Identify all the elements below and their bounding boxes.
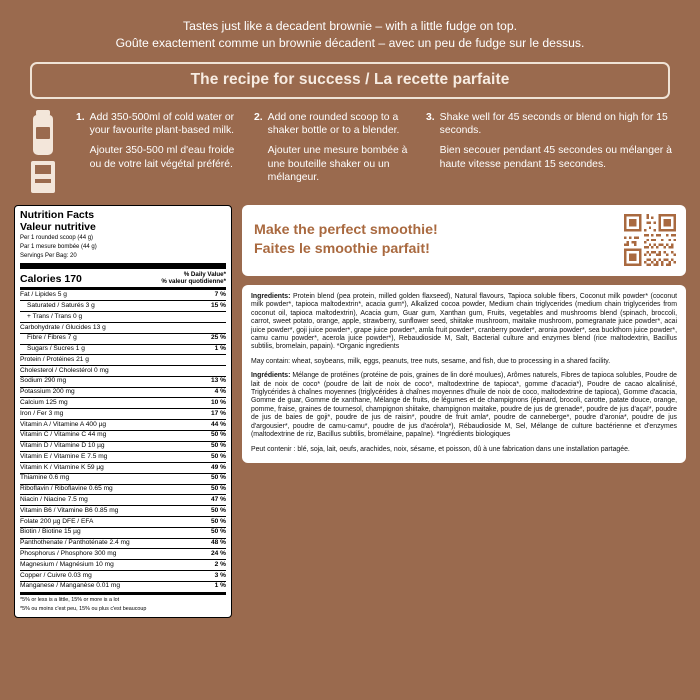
- nutrient-row: [20, 538, 226, 549]
- step-3: [426, 111, 682, 193]
- nutrient-row: [20, 300, 226, 311]
- step-1-number: 1.: [76, 112, 85, 123]
- tagline-fr: Goûte exactement comme un brownie décadent – avec un peu de fudge sur le dessus.: [115, 36, 585, 50]
- nutrient-row: [20, 419, 226, 430]
- nutrient-row: [20, 311, 226, 322]
- nutrient-daily-value: 47 %: [210, 496, 226, 504]
- divider-thick: [20, 263, 226, 269]
- nutrient-daily-value: 2 %: [214, 560, 226, 568]
- qr-code-icon[interactable]: [624, 214, 676, 266]
- ingredients-body-fr: Mélange de protéines (protéine de pois, graines de lin doré moulues), Arômes naturels, Fibres de tapioca solubles, Poudre de lait de noix de coco* (poudre de lait de noix de coco*, maltodextrine de tapioca*, gomme d'acacia*), Poudre de cacao alcalinisé, Triglycérides à chaînes moyennes (triglycérides à chaînes moyennes d'huile de noix de coco, maltodextrine de tapioca), Gomme d'acacia, Gomme de guar, Gomme de xanthane, Mélange de fruits, de légumes et de champignons (épinard, brocoli, carotte, patate douce, orange, pomme, fraise, graines de tournesol, champignon shiitake, champignon maitake, poudre de jus de grenade*, poudre de jus d'açaï*, poudre de jus de baies de goji*, poudre de jus de raisin*, poudre de fruit amla*, poudre de canneberge*, poudre d'aronia*, poudre de jus d'argousier*, poudre de camu-camu*, poudre de jus d'acérola*), Rébaudioside M, Sel, Mélange de culture bactérienne et d'enzymes (maltodextrine de riz, Bacillus subtilis, bromélaine, papaïne). *Ingrédients biologiques: [251, 372, 677, 439]
- tagline: [14, 18, 686, 52]
- nutrient-label: Biotin / Biotine 15 µg: [20, 528, 81, 536]
- step-1-text-fr: Ajouter 350-500 ml d'eau froide ou de votre lait végétal préféré.: [89, 145, 235, 170]
- nutrition-facts-panel: [14, 205, 232, 618]
- nutrient-label: Cholesterol / Cholestérol 0 mg: [20, 366, 109, 374]
- divider-medium-bottom: [20, 592, 226, 595]
- nutrient-label: Protein / Protéines 21 g: [20, 355, 89, 363]
- nutrient-row: [20, 505, 226, 516]
- ingredients-heading-en: Ingredients:: [251, 293, 291, 300]
- nutrition-footnote-en: *5% or less is a little, 15% or more is a lot: [20, 597, 120, 604]
- nutrient-row: [20, 473, 226, 484]
- nutrient-label: Potassium 200 mg: [20, 388, 75, 396]
- nutrient-daily-value: 49 %: [210, 463, 226, 471]
- nutrient-row: [20, 581, 226, 592]
- nutrient-label: Calcium 125 mg: [20, 399, 68, 407]
- nutrient-row: [20, 451, 226, 462]
- nutrient-label: Vitamin D / Vitamine D 10 µg: [20, 442, 105, 450]
- nutrient-daily-value: 44 %: [210, 420, 226, 428]
- nutrient-label: Fibre / Fibres 7 g: [27, 334, 77, 342]
- servings-per-bag: Servings Per Bag: 20: [20, 253, 77, 260]
- nutrient-row: [20, 397, 226, 408]
- nutrient-label: Vitamin C / Vitamine C 44 mg: [20, 431, 107, 439]
- nutrient-row: [20, 408, 226, 419]
- right-column: [242, 205, 686, 463]
- nutrient-label: Vitamin E / Vitamine E 7.5 mg: [20, 452, 108, 460]
- nutrient-row: [20, 344, 226, 355]
- nutrition-footnote-fr: *5% ou moins c'est peu, 15% ou plus c'est beaucoup: [20, 606, 147, 613]
- calories-row: [20, 270, 226, 286]
- nutrient-label: Riboflavin / Riboflavine 0.65 mg: [20, 485, 113, 493]
- nutrient-label: Carbohydrate / Glucides 13 g: [20, 323, 106, 331]
- nutrient-daily-value: 50 %: [210, 442, 226, 450]
- nutrient-label: Saturated / Saturés 3 g: [27, 301, 95, 309]
- nutrient-row: [20, 354, 226, 365]
- step-3-text-en: Shake well for 45 seconds or blend on high for 15 seconds.: [439, 112, 668, 137]
- nutrient-row: [20, 387, 226, 398]
- nutrient-row: [20, 430, 226, 441]
- ingredients-en: [251, 293, 677, 352]
- ingredients-fr: [251, 372, 677, 439]
- nutrient-label: Thiamine 0.6 mg: [20, 474, 70, 482]
- nutrient-label: Niacin / Niacine 7.5 mg: [20, 496, 88, 504]
- step-2-text-fr: Ajouter une mesure bombée à une bouteille shaker ou un mélangeur.: [267, 145, 408, 183]
- nutrient-row: [20, 462, 226, 473]
- lower-section: [14, 205, 686, 618]
- steps-section: [20, 111, 682, 193]
- ingredients-panel: [242, 285, 686, 463]
- step-2-number: 2.: [254, 112, 263, 123]
- nutrient-daily-value: 13 %: [210, 377, 226, 385]
- nutrient-row: [20, 559, 226, 570]
- nutrient-daily-value: 50 %: [210, 485, 226, 493]
- nutrient-daily-value: 7 %: [214, 291, 226, 299]
- nutrient-daily-value: 50 %: [210, 528, 226, 536]
- recipe-banner-title: The recipe for success / La recette parfaite: [190, 71, 510, 88]
- divider-medium: [20, 287, 226, 290]
- nutrient-row: [20, 527, 226, 538]
- nutrient-label: Vitamin K / Vitamine K 59 µg: [20, 463, 104, 471]
- nutrient-daily-value: 50 %: [210, 452, 226, 460]
- ingredients-body-en: Protein blend (pea protein, milled golden flaxseed), Natural flavours, Tapioca soluble fibers, Coconut milk powder* (coconut milk powder*, tapioca maltodextrin*, acacia gum*), Alkalized cocoa powder, Medium chain triglycerides (medium chain triglycerides from coconut oil, tapioca maltodextrin), Acacia gum, Guar gum, Xanthan gum, Fruits, vegetables and mushrooms blend (spinach, broccoli, carrot, sweet potato, orange, apple, strawberry, sunflower seed, shiitake mushroom, maitake mushroom, pomegranate juice powder*, acai juice powder*, goji juice powder*, grape juice powder*, amla fruit powder*, cranberry powder*, aronia powder*, sea buckthorn juice powder*, camu camu powder*, acerola juice powder*), Rebaudioside M, Salt, Bacterial culture and enzymes blend (rice maltodextrin, Bacillus subtilis, bromelain, papain). *Organic ingredients: [251, 293, 677, 351]
- calories-value: Calories 170: [20, 272, 82, 285]
- nutrient-daily-value: 4 %: [214, 388, 226, 396]
- nutrient-label: Folate 200 µg DFE / EFA: [20, 517, 94, 525]
- shaker-bottle-icon: [33, 115, 53, 155]
- nutrient-row: [20, 570, 226, 581]
- nutrient-daily-value: 10 %: [210, 399, 226, 407]
- nutrient-daily-value: 1 %: [214, 582, 226, 590]
- nutrition-title-en: Nutrition Facts: [20, 209, 95, 221]
- step-illustration: [20, 111, 66, 193]
- nutrient-daily-value: 50 %: [210, 474, 226, 482]
- nutrient-label: Panthothenate / Panthoténate 2.4 mg: [20, 539, 130, 547]
- nutrient-daily-value: 15 %: [210, 301, 226, 309]
- nutrient-daily-value: 25 %: [210, 334, 226, 342]
- nutrient-row: [20, 333, 226, 344]
- may-contain-en: May contain: wheat, soybeans, milk, eggs, peanuts, tree nuts, sesame, and fish, due to processing in a shared facility.: [251, 357, 611, 365]
- smoothie-text-en: Make the perfect smoothie!: [254, 222, 438, 238]
- nutrient-row: [20, 376, 226, 387]
- tagline-en: Tastes just like a decadent brownie – with a little fudge on top.: [182, 19, 517, 33]
- serving-size-fr: Par 1 mesure bombée (44 g): [20, 244, 97, 251]
- serving-size-en: Per 1 rounded scoop (44 g): [20, 235, 94, 241]
- recipe-banner: [30, 62, 670, 99]
- nutrient-label: Sodium 290 mg: [20, 377, 67, 385]
- nutrient-row: [20, 484, 226, 495]
- pouch-bag-icon: [31, 161, 55, 193]
- nutrient-row: [20, 291, 226, 301]
- nutrient-daily-value: 1 %: [214, 345, 226, 353]
- step-2-text-en: Add one rounded scoop to a shaker bottle or to a blender.: [267, 112, 400, 137]
- nutrient-row: [20, 548, 226, 559]
- nutrient-label: Iron / Fer 3 mg: [20, 409, 64, 417]
- ingredients-heading-fr: Ingrédients:: [251, 372, 291, 380]
- step-3-number: 3.: [426, 112, 435, 123]
- nutrient-label: Manganese / Manganèse 0.01 mg: [20, 582, 121, 590]
- step-1: [76, 111, 244, 193]
- nutrient-label: Phosphorus / Phosphore 300 mg: [20, 549, 117, 557]
- nutrient-daily-value: 48 %: [210, 539, 226, 547]
- nutrient-row: [20, 516, 226, 527]
- nutrient-daily-value: 3 %: [214, 571, 226, 579]
- nutrient-daily-value: 50 %: [210, 506, 226, 514]
- may-contain-fr: Peut contenir : blé, soja, lait, oeufs, arachides, noix, sésame, et poisson, dû à une fabrication dans une installation partagée.: [251, 445, 630, 453]
- daily-value-fr: % valeur quotidienne*: [161, 277, 226, 285]
- nutrient-label: Sugars / Sucres 1 g: [27, 345, 85, 353]
- nutrient-rows: [20, 291, 226, 592]
- step-2: [254, 111, 416, 193]
- nutrient-label: Copper / Cuivre 0.03 mg: [20, 571, 92, 579]
- nutrient-row: [20, 441, 226, 452]
- nutrient-daily-value: 17 %: [210, 409, 226, 417]
- nutrient-label: Vitamin B6 / Vitamine B6 0.85 mg: [20, 506, 119, 514]
- smoothie-text-fr: Faites le smoothie parfait!: [254, 241, 430, 257]
- nutrient-row: [20, 365, 226, 376]
- nutrient-daily-value: 50 %: [210, 431, 226, 439]
- nutrient-label: Vitamin A / Vitamine A 400 µg: [20, 420, 107, 428]
- nutrient-row: [20, 494, 226, 505]
- nutrient-label: + Trans / Trans 0 g: [27, 312, 83, 320]
- nutrient-label: Fat / Lipides 5 g: [20, 291, 67, 299]
- nutrition-title-fr: Valeur nutritive: [20, 220, 96, 233]
- daily-value-en: % Daily Value*: [183, 270, 226, 278]
- step-3-text-fr: Bien secouer pendant 45 secondes ou mélanger à haute vitesse pendant 15 secondes.: [439, 145, 672, 170]
- smoothie-callout: [242, 205, 686, 276]
- nutrient-row: [20, 322, 226, 333]
- nutrient-daily-value: 24 %: [210, 549, 226, 557]
- nutrient-label: Magnesium / Magnésium 10 mg: [20, 560, 114, 568]
- step-1-text-en: Add 350-500ml of cold water or your favourite plant-based milk.: [89, 112, 235, 137]
- nutrient-daily-value: 50 %: [210, 517, 226, 525]
